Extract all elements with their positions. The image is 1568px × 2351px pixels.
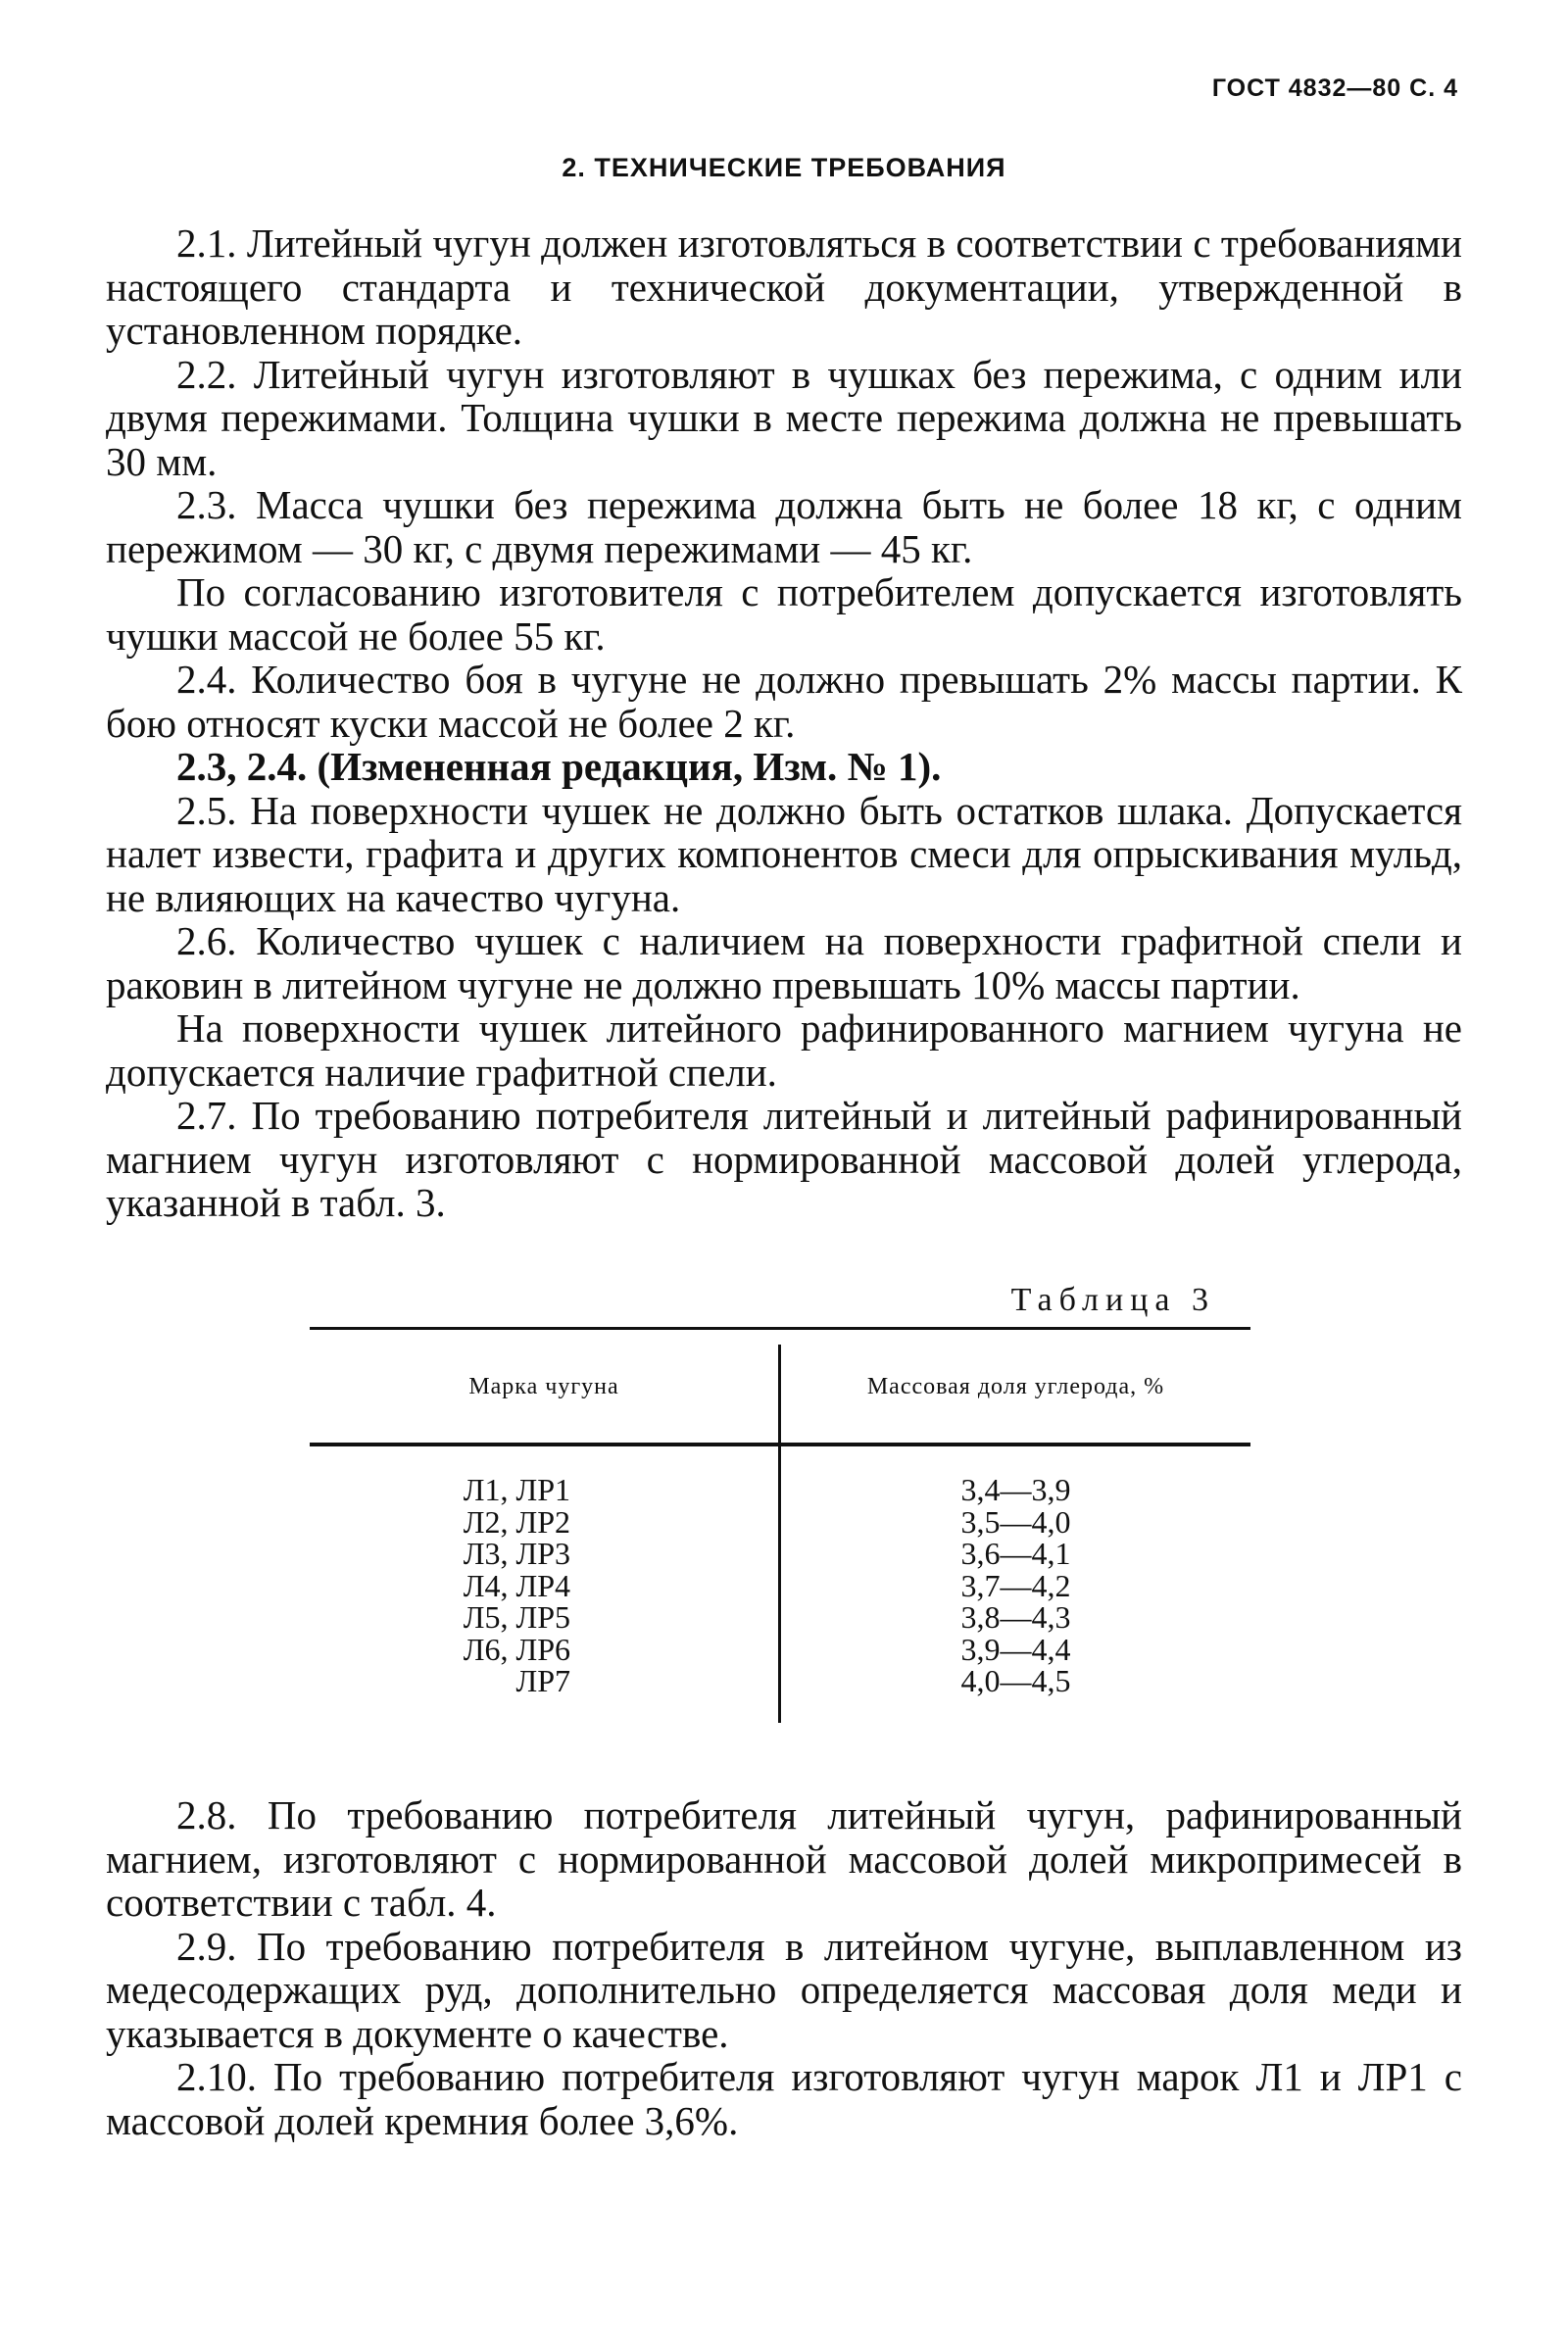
table-cell-carbon: 3,5—4,0	[960, 1503, 1071, 1540]
paragraph: 2.10. По требованию потребителя изготовляют чугун марок Л1 и ЛР1 с массовой долей кремния более 3,6%.	[106, 2054, 1462, 2143]
paragraph: 2.3. Масса чушки без пережима должна быть не более 18 кг, с одним пережимом — 30 кг, с двумя пережимами — 45 кг.	[106, 482, 1462, 571]
table-cell-carbon: 3,9—4,4	[960, 1631, 1071, 1667]
carbon-content-table	[310, 1327, 1250, 1723]
paragraph: 2.6. Количество чушек с наличием на поверхности графитной спели и раковин в литейном чугуне не должно превышать 10% массы партии.	[106, 918, 1462, 1007]
table-caption: Таблица 3	[1010, 1282, 1215, 1318]
table-cell-grade: Л4, ЛР4	[463, 1567, 570, 1603]
table-cell-carbon: 4,0—4,5	[960, 1663, 1071, 1698]
table-cell-grade: Л3, ЛР3	[463, 1536, 570, 1571]
amendment-note: 2.3, 2.4. (Измененная редакция, Изм. № 1).	[176, 744, 942, 789]
paragraph: 2.1. Литейный чугун должен изготовляться в соответствии с требованиями настоящего стандарта и технической документации, утвержденной в установленном порядке.	[106, 220, 1462, 353]
table-cell-carbon: 3,4—3,9	[960, 1472, 1071, 1507]
table-column-carbon	[781, 1474, 1250, 1697]
section-title: 2. ТЕХНИЧЕСКИЕ ТРЕБОВАНИЯ	[562, 153, 1006, 182]
table-cell-grade: Л6, ЛР6	[463, 1631, 570, 1667]
table-cell-grade: ЛР7	[515, 1663, 570, 1698]
table-header-grade: Марка чугуна	[468, 1374, 619, 1399]
table-cell-carbon: 3,7—4,2	[960, 1567, 1071, 1603]
table-header-rule	[310, 1443, 1250, 1446]
paragraph: 2.9. По требованию потребителя в литейном чугуне, выплавленном из медесодержащих руд, дополнительно определяется массовая доля меди и указывается в документе о качестве.	[106, 1923, 1462, 2056]
paragraph: На поверхности чушек литейного рафинированного магнием чугуна не допускается наличие графитной спели.	[106, 1005, 1462, 1095]
requirements-text-after-table	[106, 1793, 1462, 2142]
table-top-rule	[310, 1327, 1250, 1330]
table-cell-grade: Л1, ЛР1	[463, 1472, 570, 1507]
paragraph: 2.7. По требованию потребителя литейный и литейный рафинированный магнием чугун изготовляют с нормированной массовой долей углерода, указанной в табл. 3.	[106, 1093, 1462, 1225]
table-cell-carbon: 3,8—4,3	[960, 1599, 1071, 1635]
table-header-carbon: Массовая доля углерода, %	[866, 1374, 1165, 1399]
paragraph: 2.4. Количество боя в чугуне не должно превышать 2% массы партии. К бою относят куски массой не более 2 кг.	[106, 657, 1462, 746]
table-cell-grade: Л2, ЛР2	[463, 1503, 570, 1540]
table-column-grade	[310, 1474, 778, 1697]
paragraph: 2.2. Литейный чугун изготовляют в чушках без пережима, с одним или двумя пережимами. Толщина чушки в месте пережима должна не превышать 30 мм.	[106, 351, 1462, 484]
table-cell-grade: Л5, ЛР5	[463, 1599, 570, 1635]
document-header: ГОСТ 4832—80 С. 4	[1211, 74, 1458, 102]
paragraph: 2.8. По требованию потребителя литейный чугун, рафинированный магнием, изготовляют с нормированной массовой долей микропримесей в соответствии с табл. 4.	[106, 1792, 1462, 1925]
paragraph: По согласованию изготовителя с потребителем допускается изготовлять чушки массой не более 55 кг.	[106, 569, 1462, 659]
requirements-text-before-table	[106, 221, 1462, 1225]
paragraph: 2.5. На поверхности чушек не должно быть остатков шлака. Допускается налет извести, графита и других компонентов смеси для опрыскивания мульд, не влияющих на качество чугуна.	[106, 787, 1462, 920]
table-cell-carbon: 3,6—4,1	[960, 1536, 1071, 1571]
